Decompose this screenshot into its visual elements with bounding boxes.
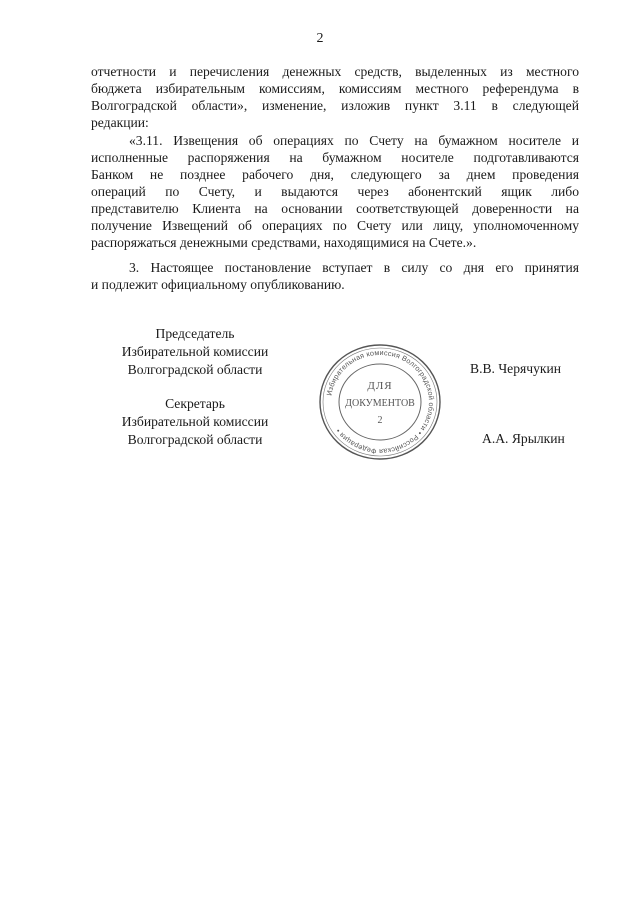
paragraph-effective-date xyxy=(91,259,579,293)
text-line: получение Извещений об операциях по Счету или лицу, уполномоченному xyxy=(91,218,579,233)
signature-title-line: Избирательной комиссии xyxy=(121,414,269,429)
paragraph-continuation xyxy=(91,63,579,131)
stamp-seal-icon xyxy=(316,342,444,462)
stamp-center-line-1: ДЛЯ xyxy=(367,380,393,392)
page-number: 2 xyxy=(316,31,324,46)
signature-title-line: Председатель xyxy=(155,326,235,341)
text-line: распоряжаться денежными средствами, находящимися на Счете.». xyxy=(91,235,477,250)
signature-name-chair: В.В. Черячукин xyxy=(470,361,562,376)
stamp-number: 2 xyxy=(377,415,383,426)
text-line: исполненные распоряжения на бумажном носителе подготавливаются xyxy=(91,150,579,165)
text-line: редакции: xyxy=(91,115,149,130)
official-stamp xyxy=(316,342,444,462)
text-line: 3. Настоящее постановление вступает в силу со дня его принятия xyxy=(129,260,579,275)
text-line: операций по Счету, и выдаются через абонентский ящик либо xyxy=(91,184,579,199)
text-line: бюджета избирательным комиссиям, комиссиям местного референдума в xyxy=(91,81,579,96)
signature-title-chair xyxy=(100,325,290,379)
signature-title-line: Избирательной комиссии xyxy=(121,344,269,359)
text-line: и подлежит официальному опубликованию. xyxy=(91,277,345,292)
text-line: «3.11. Извещения об операциях по Счету на бумажном носителе и xyxy=(129,133,579,148)
paragraph-quoted-clause xyxy=(91,132,579,251)
signature-title-secretary xyxy=(100,395,290,449)
text-line: Волгоградской области», изменение, изложив пункт 3.11 в следующей xyxy=(91,98,579,113)
text-line: Банком не позднее рабочего дня, следующего за днем проведения xyxy=(91,167,579,182)
text-line: отчетности и перечисления денежных средств, выделенных из местного xyxy=(91,64,579,79)
signature-name-secretary: А.А. Ярылкин xyxy=(482,431,565,446)
signature-title-line: Секретарь xyxy=(165,396,225,411)
signature-title-line: Волгоградской области xyxy=(127,362,263,377)
signature-title-line: Волгоградской области xyxy=(127,432,263,447)
stamp-ring-text: Избирательная комиссия Волгоградской области • Российская Федерация • xyxy=(324,347,437,457)
text-line: представителю Клиента на основании соответствующей доверенности на xyxy=(91,201,579,216)
stamp-center-line-2: ДОКУМЕНТОВ xyxy=(345,398,415,409)
